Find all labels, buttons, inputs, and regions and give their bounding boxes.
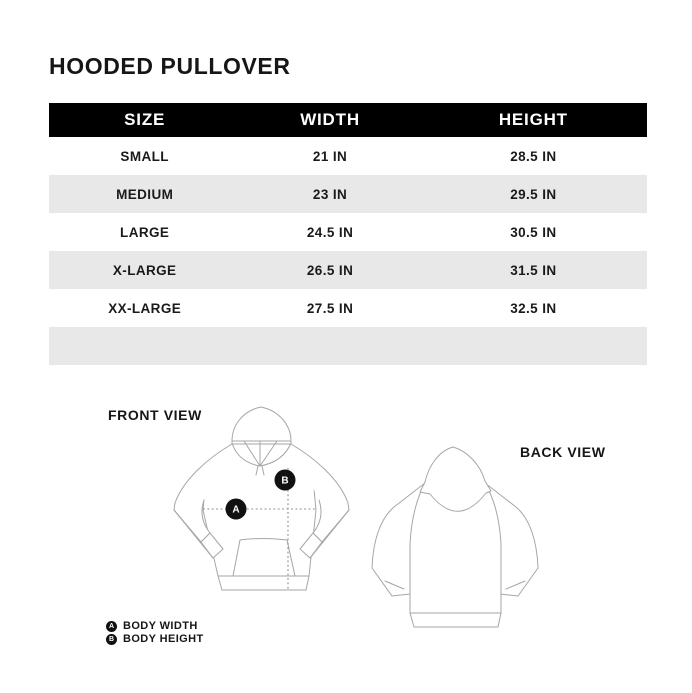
- hoodie-front-drawing: [170, 400, 370, 612]
- cell-width: 23 IN: [312, 186, 348, 202]
- cell-width: 26.5 IN: [306, 262, 354, 278]
- cell-width: 24.5 IN: [306, 224, 354, 240]
- cell-height: 28.5 IN: [510, 148, 557, 164]
- cell-size: X-LARGE: [112, 262, 177, 278]
- table-row: [49, 175, 647, 213]
- page-title: HOODED PULLOVER: [49, 53, 291, 79]
- cell-height: 30.5 IN: [510, 224, 557, 240]
- cell-width: 27.5 IN: [306, 300, 354, 316]
- legend-label-body-height: BODY HEIGHT: [123, 633, 204, 645]
- back-view-illustration: [368, 437, 553, 632]
- column-header-size: SIZE: [124, 110, 166, 129]
- legend-marker-a: A: [106, 621, 117, 632]
- hoodie-back-drawing: [368, 437, 553, 632]
- cell-size: LARGE: [120, 224, 170, 240]
- cell-height: 32.5 IN: [510, 300, 557, 316]
- marker-a-letter: A: [232, 504, 240, 516]
- size-table: [49, 103, 647, 365]
- cell-height: 31.5 IN: [510, 262, 557, 278]
- measurement-legend: [106, 620, 204, 646]
- legend-item-body-width: [106, 620, 204, 632]
- table-row: [49, 289, 647, 327]
- marker-b-letter: B: [281, 475, 289, 487]
- cell-size: SMALL: [120, 148, 169, 164]
- cell-height: 29.5 IN: [510, 186, 557, 202]
- back-view-label: BACK VIEW: [520, 444, 606, 460]
- table-empty-row: [49, 327, 647, 365]
- front-view-illustration: [170, 400, 370, 612]
- marker-a: [226, 499, 247, 520]
- legend-item-body-height: [106, 633, 204, 645]
- cell-size: MEDIUM: [116, 186, 174, 202]
- column-header-width: WIDTH: [300, 110, 360, 129]
- table-row: [49, 137, 647, 175]
- marker-b: [275, 470, 296, 491]
- legend-marker-b: B: [106, 634, 117, 645]
- table-row: [49, 251, 647, 289]
- table-header-row: [49, 103, 647, 137]
- cell-width: 21 IN: [312, 148, 348, 164]
- front-view-label: FRONT VIEW: [108, 407, 202, 423]
- legend-label-body-width: BODY WIDTH: [123, 620, 198, 632]
- table-row: [49, 213, 647, 251]
- cell-size: XX-LARGE: [108, 300, 182, 316]
- column-header-height: HEIGHT: [498, 110, 568, 129]
